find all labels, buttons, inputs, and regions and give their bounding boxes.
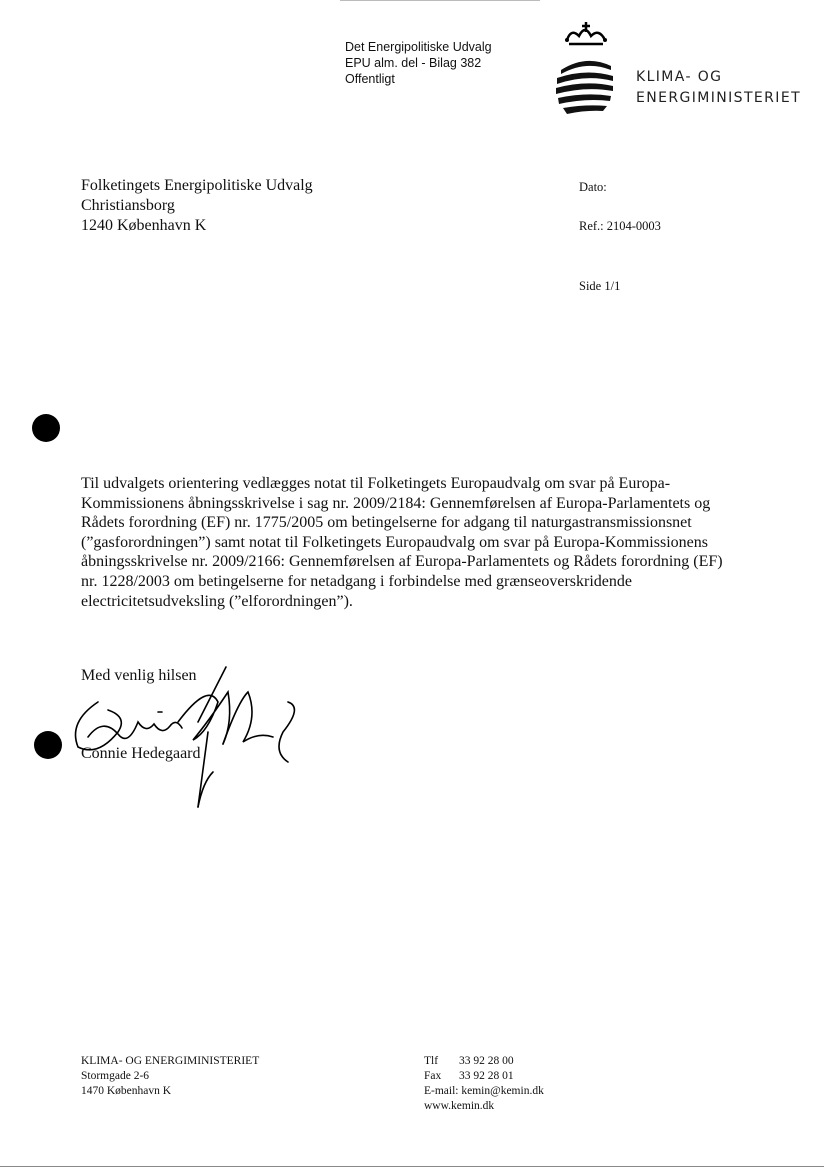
fax-line — [424, 1069, 544, 1084]
ministry-line-2: ENERGIMINISTERIET — [636, 90, 802, 106]
recipient-building: Christiansborg — [81, 197, 175, 214]
footer-address — [81, 1054, 259, 1099]
footer-city: 1470 København K — [81, 1085, 172, 1097]
closing-greeting: Med venlig hilsen — [81, 667, 197, 684]
signer-name: Connie Hedegaard — [81, 745, 201, 762]
bottom-scan-edge — [0, 1166, 824, 1167]
page-number: Side 1/1 — [579, 279, 621, 293]
phone-line — [424, 1054, 544, 1069]
fax-number: 33 92 28 01 — [459, 1070, 514, 1082]
body-line: Til udvalgets orientering vedlægges notat til Folketingets Europaudvalg om svar på Europa- — [81, 475, 671, 492]
ministry-line-1: KLIMA- OG — [636, 69, 723, 85]
footer-contact — [424, 1054, 544, 1114]
ministry-name — [636, 67, 801, 109]
top-scan-edge — [340, 0, 540, 1]
stamp-reference: EPU alm. del - Bilag 382 — [345, 56, 482, 70]
recipient-name: Folketingets Energipolitiske Udvalg — [81, 177, 313, 194]
website: www.kemin.dk — [424, 1100, 495, 1112]
body-line: Kommissionens åbningsskrivelse i sag nr. 2009/2184: Gennemførelsen af Europa-Parlamentets og — [81, 494, 711, 512]
body-line: åbningsskrivelse nr. 2009/2166: Gennemførelsen af Europa-Parlamentets og Rådets forordning (EF) — [81, 553, 723, 571]
punch-hole-top — [32, 414, 60, 442]
reference-number: Ref.: 2104-0003 — [579, 219, 661, 233]
recipient-city: 1240 København K — [81, 217, 207, 234]
footer-org: KLIMA- OG ENERGIMINISTERIET — [81, 1055, 260, 1067]
footer-street: Stormgade 2-6 — [81, 1070, 150, 1082]
crown-logo-icon — [553, 18, 623, 123]
body-line: Rådets forordning (EF) nr. 1775/2005 om betingelserne for adgang til naturgastransmissionsnet — [81, 514, 692, 532]
date-label: Dato: — [579, 180, 607, 194]
body-line: electricitetsudveksling (”elforordningen”). — [81, 592, 353, 610]
archive-stamp — [345, 39, 492, 87]
body-line: (”gasforordningen”) samt notat til Folketingets Europaudvalg om svar på Europa-Kommissionens — [81, 533, 708, 551]
phone-label: Tlf — [424, 1055, 439, 1067]
phone-number: 33 92 28 00 — [459, 1055, 514, 1067]
email-address: E-mail: kemin@kemin.dk — [424, 1085, 544, 1097]
fax-label: Fax — [424, 1070, 442, 1082]
stamp-committee: Det Energipolitiske Udvalg — [345, 40, 492, 54]
recipient-address — [81, 176, 313, 236]
handwritten-signature — [58, 662, 308, 812]
stamp-status: Offentligt — [345, 72, 395, 86]
body-line: nr. 1228/2003 om betingelserne for netadgang i forbindelse med grænseoverskridende — [81, 572, 632, 590]
letter-body — [81, 474, 771, 611]
